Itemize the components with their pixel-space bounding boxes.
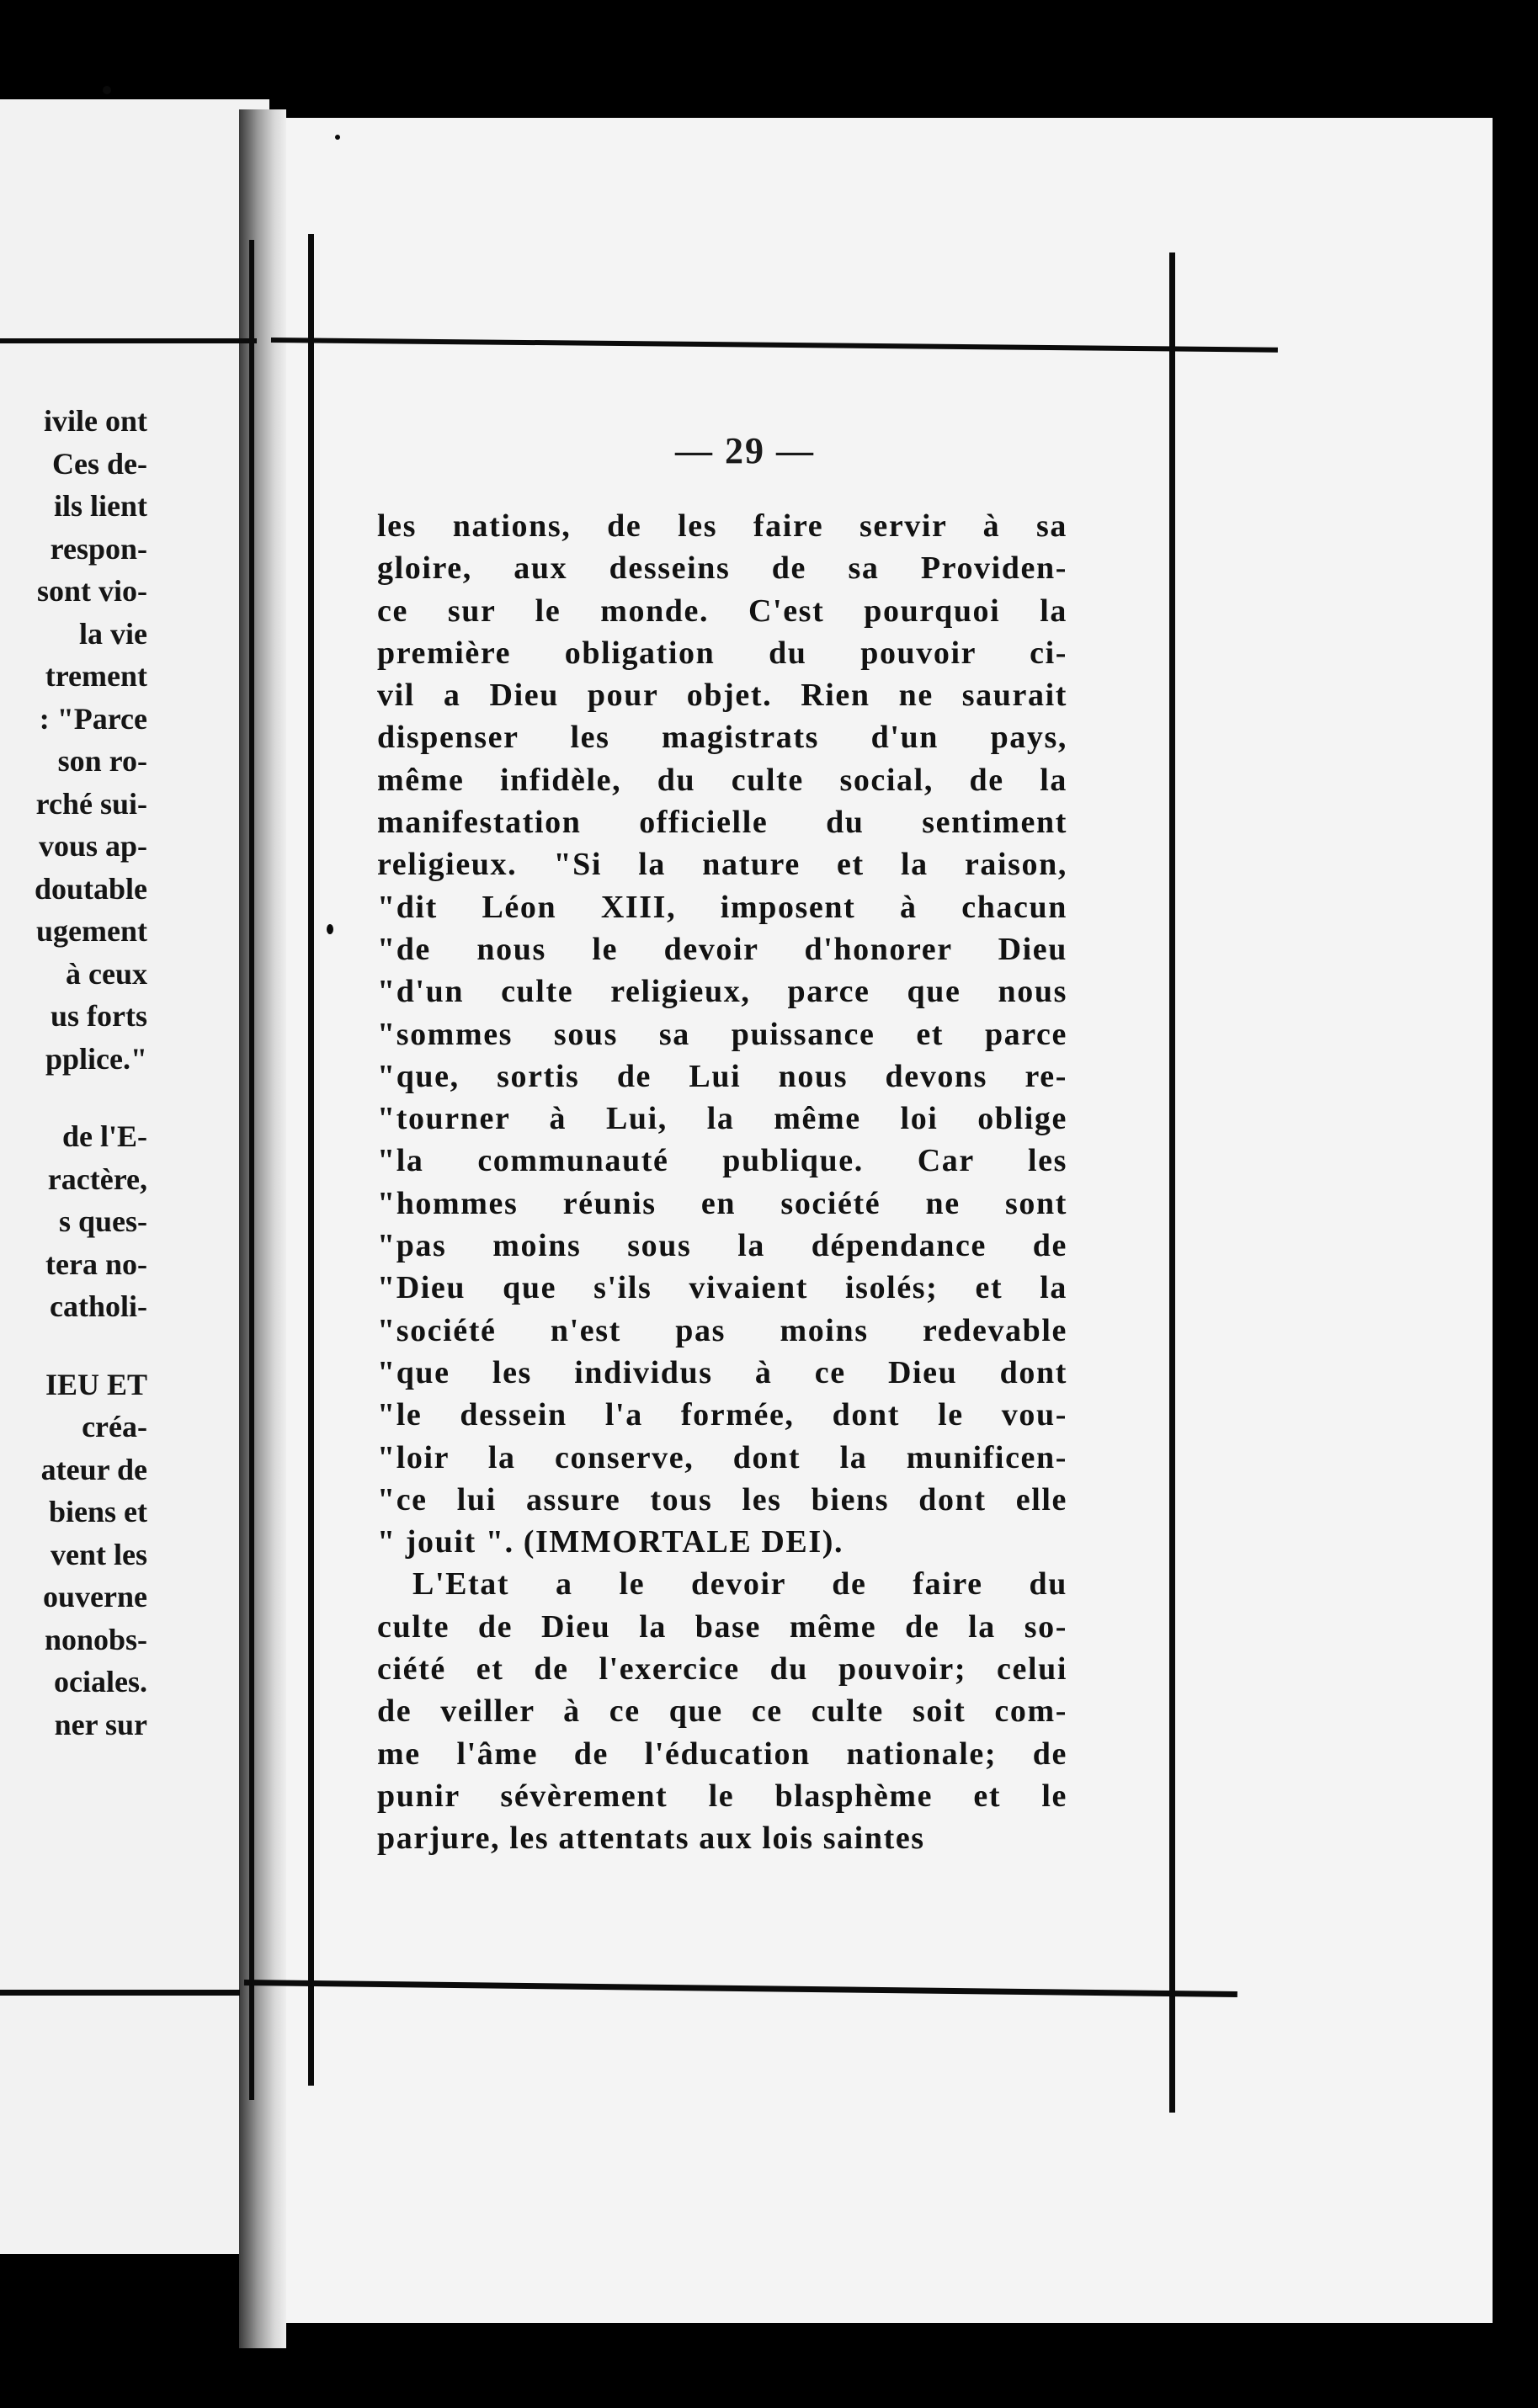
left-top-rule bbox=[0, 338, 257, 343]
text-line: me l'âme de l'éducation nationale; de bbox=[377, 1736, 1067, 1772]
previous-page-line: catholi- bbox=[50, 1289, 147, 1323]
ink-speck bbox=[327, 924, 333, 934]
text-line: "loir la conserve, dont la munificen- bbox=[377, 1439, 1067, 1475]
text-line: vil a Dieu pour objet. Rien ne saurait bbox=[377, 678, 1067, 714]
previous-page-line: la vie bbox=[79, 616, 147, 651]
previous-page-line: ner sur bbox=[54, 1707, 147, 1741]
previous-page-line: à ceux bbox=[66, 956, 147, 991]
text-line: religieux. "Si la nature et la raison, bbox=[377, 847, 1067, 883]
previous-page-line: ateur de bbox=[40, 1452, 147, 1486]
text-line: "hommes réunis en société ne sont bbox=[377, 1185, 1067, 1221]
previous-page-line: ugement bbox=[36, 914, 147, 948]
text-line: première obligation du pouvoir ci- bbox=[377, 635, 1067, 671]
text-line: "de nous le devoir d'honorer Dieu bbox=[377, 931, 1067, 967]
text-line: "société n'est pas moins redevable bbox=[377, 1312, 1067, 1348]
text-line: ce sur le monde. C'est pourquoi la bbox=[377, 593, 1067, 629]
right-outer-vertical-rule bbox=[1169, 252, 1175, 2113]
previous-page-line: tera no- bbox=[45, 1247, 147, 1281]
text-line: "que les individus à ce Dieu dont bbox=[377, 1354, 1067, 1390]
text-line: "tourner à Lui, la même loi oblige bbox=[377, 1101, 1067, 1137]
page-number: — 29 — bbox=[675, 430, 815, 471]
text-line: "le dessein l'a formée, dont le vou- bbox=[377, 1397, 1067, 1433]
previous-page-line: respon- bbox=[50, 531, 147, 566]
text-line: dispenser les magistrats d'un pays, bbox=[377, 720, 1067, 756]
text-line: "Dieu que s'ils vivaient isolés; et la bbox=[377, 1270, 1067, 1306]
previous-page-line: biens et bbox=[49, 1495, 147, 1528]
ink-speck bbox=[335, 135, 340, 140]
text-line: parjure, les attentats aux lois saintes bbox=[377, 1821, 925, 1857]
previous-page-line: doutable bbox=[34, 871, 147, 906]
text-line: "la communauté publique. Car les bbox=[377, 1143, 1067, 1179]
previous-page-line: nonobs- bbox=[44, 1622, 147, 1656]
text-line: "dit Léon XIII, imposent à chacun bbox=[377, 889, 1067, 925]
previous-page-line: son ro- bbox=[57, 744, 147, 778]
text-line: " jouit ". (IMMORTALE DEI). bbox=[377, 1524, 844, 1560]
previous-page-line: s ques- bbox=[58, 1204, 147, 1238]
paragraph-gap bbox=[0, 1080, 147, 1115]
text-line: L'Etat a le devoir de faire du bbox=[412, 1566, 1067, 1603]
text-line: manifestation officielle du sentiment bbox=[377, 805, 1067, 841]
text-line: "ce lui assure tous les biens dont elle bbox=[377, 1481, 1067, 1518]
previous-page-line: rché sui- bbox=[35, 786, 147, 821]
text-line: même infidèle, du culte social, de la bbox=[377, 762, 1067, 798]
previous-page-line: pplice." bbox=[45, 1041, 147, 1076]
previous-page-line: vent les bbox=[51, 1537, 147, 1571]
previous-page-line: vous ap- bbox=[38, 829, 147, 863]
previous-page-line: sont vio- bbox=[36, 574, 147, 608]
text-line: les nations, de les faire servir à sa bbox=[377, 508, 1067, 544]
text-line: "sommes sous sa puissance et parce bbox=[377, 1016, 1067, 1052]
previous-page-line: créa- bbox=[82, 1410, 147, 1443]
text-line: culte de Dieu la base même de la so- bbox=[377, 1608, 1067, 1645]
page-body-text bbox=[377, 505, 1067, 1860]
ink-speck bbox=[103, 86, 111, 94]
left-bottom-rule bbox=[0, 1990, 240, 1996]
text-line: de veiller à ce que ce culte soit com- bbox=[377, 1693, 1067, 1730]
previous-page-line: ociales. bbox=[54, 1665, 147, 1698]
page-gutter bbox=[239, 109, 286, 2348]
previous-page-line: IEU ET bbox=[45, 1367, 147, 1401]
previous-page-text bbox=[0, 400, 147, 1746]
text-line: punir sévèrement le blasphème et le bbox=[377, 1778, 1067, 1814]
previous-page-line: : "Parce bbox=[39, 701, 147, 736]
previous-page-line: de l'E- bbox=[61, 1119, 147, 1153]
right-inner-vertical-rule bbox=[308, 234, 314, 2086]
previous-page-line: ils lient bbox=[53, 489, 147, 523]
previous-page-line: Ces de- bbox=[52, 446, 147, 481]
text-line: "d'un culte religieux, parce que nous bbox=[377, 974, 1067, 1010]
text-line: "que, sortis de Lui nous devons re- bbox=[377, 1058, 1067, 1094]
text-line: "pas moins sous la dépendance de bbox=[377, 1228, 1067, 1264]
text-line: gloire, aux desseins de sa Providen- bbox=[377, 550, 1067, 587]
left-vertical-rule bbox=[249, 240, 254, 2100]
paragraph-gap bbox=[0, 1328, 147, 1363]
previous-page-line: us forts bbox=[51, 999, 147, 1033]
previous-page-line: ractère, bbox=[47, 1161, 147, 1196]
previous-page-line: ouverne bbox=[43, 1580, 147, 1613]
text-line: ciété et de l'exercice du pouvoir; celui bbox=[377, 1651, 1067, 1688]
previous-page-line: ivile ont bbox=[44, 404, 147, 438]
previous-page-line: trement bbox=[45, 659, 147, 693]
